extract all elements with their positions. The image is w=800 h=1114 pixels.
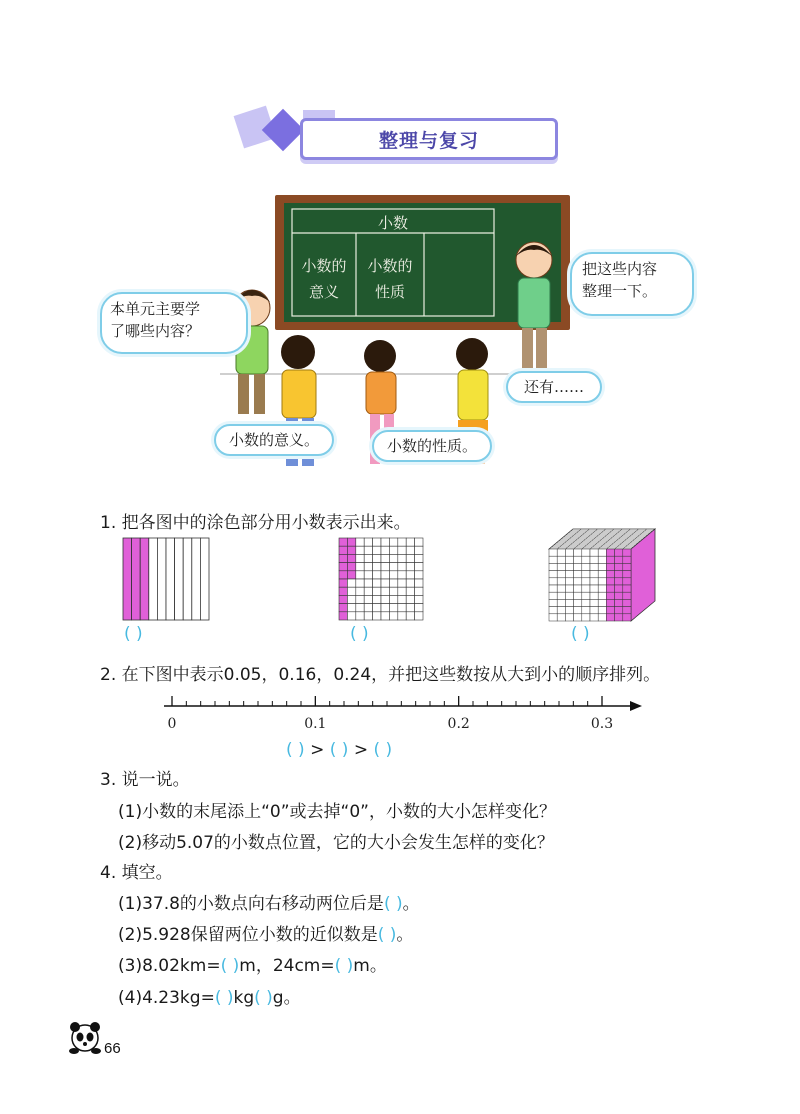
q4-item4-part-a: (4)4.23kg=	[118, 988, 215, 1008]
board-cell-meaning-line2: 意义	[308, 283, 339, 301]
grid-cell	[389, 554, 397, 562]
order-blank-3[interactable]: ( )	[373, 740, 393, 760]
cube-front-cell	[565, 571, 573, 578]
cube-front-cell	[565, 607, 573, 614]
cube-front-cell	[615, 549, 623, 556]
cube-front-cell	[623, 614, 631, 621]
grid-cell	[347, 595, 355, 603]
grid-cell	[347, 579, 355, 587]
cube-front-cell	[598, 614, 606, 621]
grid-cell	[398, 554, 406, 562]
q4-item3-blank-2[interactable]: ( )	[334, 956, 354, 976]
cube-front-cell	[606, 607, 614, 614]
grid-cell	[406, 612, 414, 620]
q4-item3-part-a: (3)8.02km=	[118, 956, 221, 976]
q4-item3-part-c: m。	[353, 956, 387, 976]
grid-cell	[347, 563, 355, 571]
cube-front-cell	[615, 592, 623, 599]
grid-cell	[406, 587, 414, 595]
grid-cell	[373, 563, 381, 571]
q4-item4-blank-1[interactable]: ( )	[214, 988, 234, 1008]
strip	[132, 538, 141, 620]
grid-cell	[415, 546, 423, 554]
grid-cell	[347, 612, 355, 620]
question-4-item-4	[118, 983, 301, 1008]
cube-front-cell	[615, 578, 623, 585]
grid-cell	[364, 612, 372, 620]
grid-cell	[415, 579, 423, 587]
grid-cell	[398, 538, 406, 546]
grid-cell	[389, 563, 397, 571]
q4-item1-prefix: (1)37.8的小数点向右移动两位后是	[118, 894, 384, 914]
grid-cell	[415, 571, 423, 579]
cube-front-cell	[565, 585, 573, 592]
bubble-left	[100, 292, 248, 354]
question-4-item-3	[118, 951, 387, 976]
cube-front-cell	[615, 563, 623, 570]
cube-front-cell	[582, 556, 590, 563]
cube-front-cell	[606, 556, 614, 563]
cube-front-cell	[565, 556, 573, 563]
axis-tick-label: 0	[167, 716, 177, 732]
grid-cell	[356, 579, 364, 587]
cube-front-cell	[582, 592, 590, 599]
cube-front-cell	[565, 563, 573, 570]
grid-cell	[398, 604, 406, 612]
cube-front-cell	[623, 599, 631, 606]
q4-item1-suffix: 。	[402, 894, 420, 914]
grid-cell	[398, 571, 406, 579]
cube-front-cell	[574, 556, 582, 563]
grid-cell	[381, 546, 389, 554]
grid-cell	[339, 587, 347, 595]
grid-cell	[381, 571, 389, 579]
grid-cell	[373, 538, 381, 546]
cube-front-cell	[549, 556, 557, 563]
grid-cell	[398, 595, 406, 603]
bubble-left-line2: 了哪些内容？	[110, 322, 201, 340]
cube-front-cell	[557, 585, 565, 592]
grid-cell	[339, 571, 347, 579]
grid-cell	[415, 595, 423, 603]
grid-cell	[389, 571, 397, 579]
cube-front-cell	[598, 556, 606, 563]
cube-front-cell	[557, 614, 565, 621]
order-blank-1[interactable]: ( )	[286, 740, 305, 760]
axis-tick-label: 0.3	[590, 716, 614, 732]
q4-item3-blank-1[interactable]: ( )	[220, 956, 240, 976]
strip	[123, 538, 132, 620]
cube-front-cell	[598, 578, 606, 585]
strip	[192, 538, 201, 620]
greater-than-1: >	[310, 740, 325, 760]
cube-front-cell	[590, 585, 598, 592]
q4-item2-blank[interactable]: ( )	[377, 925, 397, 945]
grid-cell	[339, 579, 347, 587]
cube-front-cell	[623, 563, 631, 570]
grid-cell	[389, 579, 397, 587]
cube-front-cell	[582, 599, 590, 606]
strip	[149, 538, 158, 620]
q4-item4-blank-2[interactable]: ( )	[254, 988, 273, 1008]
cube-front-cell	[590, 549, 598, 556]
grid-cell	[406, 563, 414, 571]
title-banner	[300, 118, 558, 160]
grid-cell	[339, 604, 347, 612]
cube-front-cell	[590, 563, 598, 570]
cube-front-cell	[598, 599, 606, 606]
grid-cell	[415, 604, 423, 612]
cube-front-cell	[549, 607, 557, 614]
cube-front-cell	[598, 549, 606, 556]
strip	[200, 538, 209, 620]
axis-tick-label: 0.1	[304, 716, 327, 732]
question-4-text: 4. 填空。	[100, 863, 173, 883]
cube-front-cell	[598, 592, 606, 599]
grid-cell	[356, 571, 364, 579]
question-4-item-2	[118, 920, 413, 945]
number-line	[150, 688, 650, 734]
grid-cell	[415, 587, 423, 595]
cube-front-cell	[557, 599, 565, 606]
cube-front-cell	[557, 592, 565, 599]
cube-front-cell	[590, 592, 598, 599]
grid-cell	[364, 587, 372, 595]
grid-cell	[398, 579, 406, 587]
cube-front-cell	[606, 578, 614, 585]
grid-cell	[347, 554, 355, 562]
grid-cell	[381, 612, 389, 620]
grid-cell	[406, 595, 414, 603]
page-title: 整理与复习	[378, 129, 479, 152]
page-number: 66	[104, 1040, 121, 1057]
grid-cell	[373, 554, 381, 562]
cube-front-cell	[623, 556, 631, 563]
cube-front-cell	[615, 571, 623, 578]
bubble-left-line1: 本单元主要学	[110, 300, 201, 318]
grid-cell	[364, 571, 372, 579]
bubble-more: 还有……	[506, 371, 602, 403]
grid-cell	[356, 554, 364, 562]
grid-cell	[364, 579, 372, 587]
cube-front-cell	[615, 599, 623, 606]
grid-cell	[356, 538, 364, 546]
grid-cell	[356, 604, 364, 612]
cube-front-cell	[615, 556, 623, 563]
order-row	[286, 740, 392, 760]
cube-front-cell	[574, 599, 582, 606]
bubble-meaning: 小数的意义。	[214, 424, 334, 456]
grid-cell	[364, 546, 372, 554]
question-2-text: 2. 在下图中表示0.05，0.16，0.24，并把这些数按从大到小的顺序排列。	[100, 665, 661, 685]
grid-cell	[339, 612, 347, 620]
grid-cell	[398, 587, 406, 595]
question-3-item-1: (1)小数的末尾添上“0”或去掉“0”，小数的大小怎样变化？	[118, 802, 556, 822]
grid-cell	[406, 546, 414, 554]
cube-front-cell	[623, 607, 631, 614]
strip	[166, 538, 175, 620]
q4-item4-part-c: g。	[272, 988, 301, 1008]
grid-cell	[364, 604, 372, 612]
q4-item3-part-b: m，24cm=	[239, 956, 335, 976]
grid-cell	[373, 546, 381, 554]
grid-cell	[356, 546, 364, 554]
cube-front-cell	[565, 614, 573, 621]
grid-cell	[406, 579, 414, 587]
grid-cell	[347, 571, 355, 579]
axis-arrow	[630, 701, 642, 711]
cube-front-cell	[557, 556, 565, 563]
cube-front-cell	[606, 549, 614, 556]
answer-blank-2[interactable]: ( )	[350, 624, 369, 644]
grid-cell	[373, 612, 381, 620]
cube-front-cell	[557, 607, 565, 614]
grid-cell	[364, 563, 372, 571]
figure-strips	[122, 537, 210, 621]
cube-front-cell	[549, 563, 557, 570]
cube-front-cell	[565, 599, 573, 606]
q4-item2-prefix: (2)5.928保留两位小数的近似数是	[118, 925, 378, 945]
grid-cell	[406, 571, 414, 579]
grid-cell	[406, 538, 414, 546]
cube-front-cell	[606, 563, 614, 570]
grid-cell	[381, 563, 389, 571]
bubble-property: 小数的性质。	[372, 430, 492, 462]
grid-cell	[398, 563, 406, 571]
cube-front-cell	[606, 614, 614, 621]
cube-front-cell	[549, 599, 557, 606]
cube-front-cell	[582, 585, 590, 592]
cube-front-cell	[598, 563, 606, 570]
grid-cell	[381, 604, 389, 612]
grid-cell	[356, 595, 364, 603]
grid-cell	[415, 554, 423, 562]
cube-front-cell	[565, 549, 573, 556]
cube-front-cell	[590, 578, 598, 585]
cube-front-cell	[615, 607, 623, 614]
cube-front-cell	[565, 592, 573, 599]
cube-front-cell	[582, 614, 590, 621]
cube-front-cell	[565, 578, 573, 585]
order-blank-2[interactable]: ( )	[329, 740, 349, 760]
grid-cell	[373, 579, 381, 587]
q4-item4-part-b: kg	[233, 988, 255, 1008]
grid-cell	[373, 595, 381, 603]
cube-front-cell	[606, 585, 614, 592]
bubble-teacher-line1: 把这些内容	[582, 260, 658, 278]
grid-cell	[347, 587, 355, 595]
board-heading: 小数	[377, 214, 408, 232]
q4-item1-blank[interactable]: ( )	[383, 894, 403, 914]
cube-front-cell	[574, 592, 582, 599]
grid-cell	[339, 554, 347, 562]
cube-front-cell	[574, 578, 582, 585]
grid-cell	[406, 554, 414, 562]
figure-grid	[338, 537, 424, 621]
grid-cell	[339, 538, 347, 546]
grid-cell	[373, 587, 381, 595]
cube-front-cell	[615, 585, 623, 592]
cube-front-cell	[623, 549, 631, 556]
grid-cell	[364, 538, 372, 546]
cube-front-cell	[590, 571, 598, 578]
board-cell-property-line2: 性质	[374, 283, 405, 301]
cube-front-cell	[557, 578, 565, 585]
grid-cell	[389, 604, 397, 612]
grid-cell	[415, 538, 423, 546]
teacher-illustration	[500, 236, 570, 376]
grid-cell	[398, 612, 406, 620]
cube-front-cell	[606, 599, 614, 606]
cube-front-cell	[615, 614, 623, 621]
board-cell-meaning-line1: 小数的	[301, 257, 347, 275]
cube-front-cell	[623, 571, 631, 578]
cube-front-cell	[598, 571, 606, 578]
cube-front-cell	[582, 563, 590, 570]
cube-front-cell	[598, 585, 606, 592]
cube-front-cell	[574, 607, 582, 614]
cube-front-cell	[582, 578, 590, 585]
cube-front-cell	[582, 549, 590, 556]
cube-front-cell	[574, 571, 582, 578]
grid-cell	[389, 587, 397, 595]
grid-cell	[381, 579, 389, 587]
cube-front-cell	[623, 585, 631, 592]
grid-cell	[347, 604, 355, 612]
grid-cell	[356, 563, 364, 571]
cube-front-cell	[598, 607, 606, 614]
grid-cell	[356, 587, 364, 595]
cube-front-cell	[549, 549, 557, 556]
grid-cell	[364, 595, 372, 603]
cube-front-cell	[549, 592, 557, 599]
cube-front-cell	[549, 614, 557, 621]
bubble-teacher	[570, 252, 694, 316]
cube-front-cell	[557, 571, 565, 578]
panda-icon	[66, 1018, 104, 1056]
grid-cell	[389, 546, 397, 554]
grid-cell	[347, 546, 355, 554]
grid-cell	[389, 538, 397, 546]
grid-cell	[389, 612, 397, 620]
greater-than-2: >	[353, 740, 369, 760]
grid-cell	[398, 546, 406, 554]
grid-cell	[415, 563, 423, 571]
strip	[140, 538, 149, 620]
cube-front-cell	[574, 585, 582, 592]
grid-cell	[339, 546, 347, 554]
cube-front-cell	[623, 592, 631, 599]
grid-cell	[381, 587, 389, 595]
answer-blank-3[interactable]: ( )	[571, 624, 590, 644]
strip	[183, 538, 192, 620]
question-4-item-1	[118, 889, 420, 914]
question-3-text: 3. 说一说。	[100, 770, 190, 790]
answer-blank-1[interactable]: ( )	[124, 624, 143, 644]
cube-front-cell	[574, 563, 582, 570]
strip	[157, 538, 166, 620]
cube-front-cell	[606, 571, 614, 578]
cube-front-cell	[549, 571, 557, 578]
question-3-item-2: (2)移动5.07的小数点位置，它的大小会发生怎样的变化？	[118, 833, 554, 853]
grid-cell	[364, 554, 372, 562]
grid-cell	[356, 612, 364, 620]
grid-cell	[373, 604, 381, 612]
cube-front-cell	[549, 578, 557, 585]
grid-cell	[381, 595, 389, 603]
cube-front-cell	[582, 571, 590, 578]
q4-item2-suffix: 。	[396, 925, 414, 945]
cube-front-cell	[623, 578, 631, 585]
bubble-teacher-line2: 整理一下。	[582, 282, 658, 300]
grid-cell	[406, 604, 414, 612]
cube-front-cell	[590, 607, 598, 614]
cube-front-cell	[582, 607, 590, 614]
grid-cell	[339, 563, 347, 571]
cube-front-cell	[574, 549, 582, 556]
cube-front-cell	[557, 549, 565, 556]
grid-cell	[339, 595, 347, 603]
question-1-text: 1. 把各图中的涂色部分用小数表示出来。	[100, 513, 411, 533]
axis-tick-label: 0.2	[447, 716, 470, 732]
cube-front-cell	[557, 563, 565, 570]
cube-front-cell	[549, 585, 557, 592]
grid-cell	[389, 595, 397, 603]
board-cell-property-line1: 小数的	[367, 257, 413, 275]
grid-cell	[373, 571, 381, 579]
cube-front-cell	[590, 556, 598, 563]
cube-front-cell	[590, 599, 598, 606]
cube-front-cell	[606, 592, 614, 599]
cube-front-cell	[590, 614, 598, 621]
grid-cell	[347, 538, 355, 546]
cube-front-cell	[574, 614, 582, 621]
grid-cell	[381, 554, 389, 562]
strip	[175, 538, 184, 620]
grid-cell	[415, 612, 423, 620]
grid-cell	[381, 538, 389, 546]
figure-cube	[548, 527, 658, 623]
